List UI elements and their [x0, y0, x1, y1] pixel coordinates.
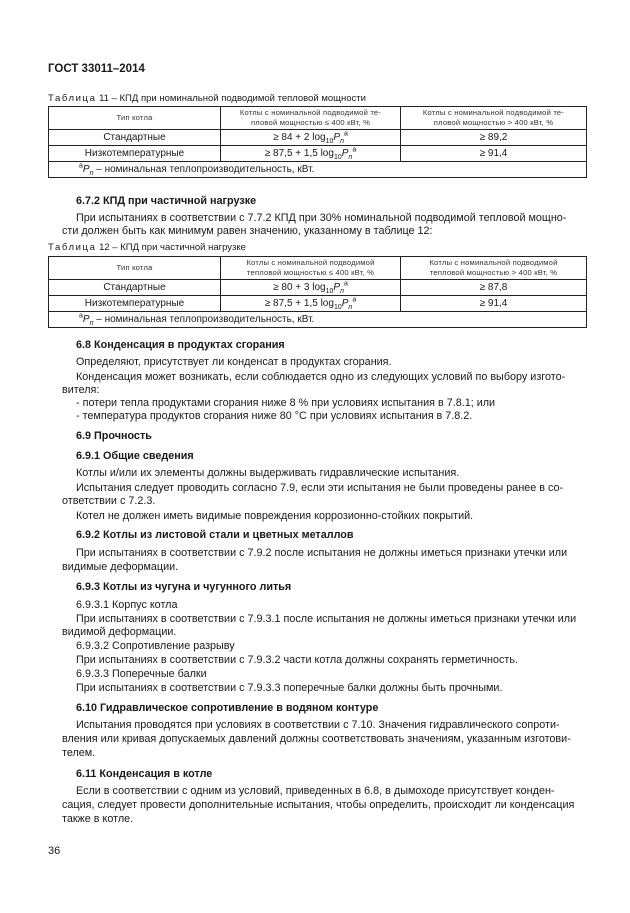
- paragraph-line: сти должен быть как минимум равен значению, указанному в таблице 12:: [62, 225, 433, 237]
- list-item: - температура продуктов сгорания ниже 80 °С при условиях испытания в 7.8.2.: [76, 410, 473, 422]
- table-row: [49, 146, 587, 162]
- table-12-col-gt400: [401, 257, 587, 280]
- formula-symbol: P: [82, 314, 90, 325]
- section-6-9-title: 6.9 Прочность: [76, 430, 152, 442]
- list-item: - потери тепла продуктами сгорания ниже 8 % при условиях испытания в 7.8.1; или: [76, 397, 496, 409]
- table-11-col-gt400: [401, 107, 587, 130]
- paragraph-line: ответствии с 7.2.3.: [62, 495, 156, 507]
- footnote-text: – номинальная теплопроизводительность, кВт.: [93, 314, 315, 325]
- section-6-9-3-title: 6.9.3 Котлы из чугуна и чугунного литья: [76, 581, 292, 593]
- paragraph-line: Если в соответствии с одним из условий, приведенных в 6.8, в дымоходе присутствует конден-: [76, 785, 555, 797]
- table-12-col-le400-line2: тепловой мощностью ≤ 400 кВт, %: [246, 268, 375, 277]
- footnote-marker: а: [343, 280, 348, 288]
- formula-text: ≥ 87,5 + 1,5 log: [264, 148, 334, 159]
- table-12-caption: [48, 242, 246, 253]
- table-cell-formula: [221, 130, 401, 146]
- footnote-marker: а: [352, 146, 357, 154]
- subsection-label: 6.9.3.2 Сопротивление разрыву: [76, 640, 235, 652]
- table-12-col-type: Тип котла: [49, 257, 221, 280]
- table-11-col-gt400-line1: Котлы с номинальной подводимой те-: [422, 108, 565, 117]
- section-6-8-title: 6.8 Конденсация в продуктах сгорания: [76, 339, 285, 351]
- paragraph-line: При испытаниях в соответствии с 7.9.3.1 после испытания не должны иметься признаки утечки или: [76, 613, 577, 625]
- paragraph-line: При испытаниях в соответствии с 7.9.2 после испытания не должны иметься признаки утечки или: [76, 547, 568, 559]
- section-6-9-1-title: 6.9.1 Общие сведения: [76, 450, 194, 462]
- section-6-11-title: 6.11 Конденсация в котле: [76, 768, 213, 780]
- table-11-caption-text: 11 – КПД при номинальной подводимой тепловой мощности: [99, 93, 366, 104]
- formula-subscript: n: [348, 304, 353, 311]
- paragraph-line: телем.: [62, 747, 96, 759]
- table-11-header-row: [49, 107, 587, 130]
- table-11-col-le400-line2: пловой мощностью ≤ 400 кВт, %: [250, 118, 371, 127]
- formula-text: ≥ 84 + 2 log: [273, 132, 326, 143]
- table-cell-formula: [221, 296, 401, 312]
- paragraph-line: Испытания проводятся при условиях в соответствии с 7.10. Значения гидравлического сопроти-: [76, 719, 560, 731]
- formula-symbol: P: [341, 298, 349, 309]
- table-12-footnote: [49, 312, 587, 328]
- table-12-col-le400: [221, 257, 401, 280]
- table-cell-value: ≥ 87,8: [401, 280, 587, 296]
- formula-subscript: n: [89, 170, 94, 177]
- table-cell-value: ≥ 89,2: [401, 130, 587, 146]
- paragraph-line: Котел не должен иметь видимые повреждения коррозионно-стойких покрытий.: [76, 510, 474, 522]
- table-cell-type: Стандартные: [49, 130, 221, 146]
- table-footnote-row: [49, 162, 587, 178]
- table-footnote-row: [49, 312, 587, 328]
- table-cell-formula: [221, 146, 401, 162]
- subsection-label: 6.9.3.3 Поперечные балки: [76, 668, 207, 680]
- paragraph-line: Конденсация может возникать, если соблюдается одно из следующих условий по выбору изгото-: [76, 371, 566, 383]
- paragraph-line: Котлы и/или их элементы должны выдерживать гидравлические испытания.: [76, 467, 460, 479]
- paragraph-line: вителя:: [62, 384, 100, 396]
- formula-symbol: P: [341, 148, 349, 159]
- paragraph-line: вления или кривая допускаемых давлений должны соответствовать значениям, указанным изготови-: [62, 733, 571, 745]
- paragraph-line: сация, следует провести дополнительные испытания, чтобы определить, происходит ли конденсация: [62, 799, 575, 811]
- table-11-col-type: Тип котла: [49, 107, 221, 130]
- table-11-caption: [48, 93, 366, 104]
- table-12-col-gt400-line2: тепловой мощностью > 400 кВт, %: [429, 268, 558, 277]
- section-6-7-2-title: 6.7.2 КПД при частичной нагрузке: [76, 195, 257, 207]
- formula-subscript: n: [340, 288, 344, 295]
- formula-symbol: P: [333, 132, 341, 143]
- formula-symbol: P: [82, 164, 90, 175]
- footnote-marker: а: [79, 312, 83, 320]
- table-cell-type: Стандартные: [49, 280, 221, 296]
- formula-subscript: n: [89, 320, 94, 327]
- formula-text: ≥ 80 + 3 log: [273, 282, 326, 293]
- formula-subscript: 10: [333, 154, 342, 161]
- paragraph-line: Испытания следует проводить согласно 7.9, если эти испытания не были проведены ранее в со-: [76, 482, 564, 494]
- table-12-header-row: [49, 257, 587, 280]
- paragraph-line: При испытаниях в соответствии с 7.7.2 КПД при 30% номинальной подводимой тепловой мощно-: [76, 212, 567, 224]
- footnote-text: – номинальная теплопроизводительность, кВт.: [93, 164, 315, 175]
- paragraph-line: видимой деформации.: [62, 626, 177, 638]
- section-6-10-title: 6.10 Гидравлическое сопротивление в водяном контуре: [76, 702, 379, 714]
- table-11: [48, 106, 587, 178]
- table-cell-value: ≥ 91,4: [401, 146, 587, 162]
- table-cell-type: Низкотемпературные: [49, 296, 221, 312]
- paragraph-line: При испытаниях в соответствии с 7.9.3.3 поперечные балки должны быть прочными.: [76, 682, 503, 694]
- formula-subscript: 10: [325, 288, 334, 295]
- table-cell-type: Низкотемпературные: [49, 146, 221, 162]
- document-code: ГОСТ 33011–2014: [48, 63, 145, 75]
- table-row: [49, 296, 587, 312]
- table-cell-formula: [221, 280, 401, 296]
- formula-subscript: n: [340, 138, 344, 145]
- table-12-col-le400-line1: Котлы с номинальной подводимой: [246, 258, 375, 267]
- table-11-col-le400-line1: Котлы с номинальной подводимой те-: [239, 108, 382, 117]
- table-row: [49, 130, 587, 146]
- table-12-caption-text: 12 – КПД при частичной нагрузке: [99, 242, 246, 253]
- paragraph-line: Определяют, присутствует ли конденсат в продуктах сгорания.: [76, 356, 392, 368]
- footnote-marker: а: [352, 296, 357, 304]
- table-11-caption-prefix: Таблица: [48, 93, 97, 104]
- table-11-col-gt400-line2: пловой мощностью > 400 кВт, %: [433, 118, 554, 127]
- subsection-label: 6.9.3.1 Корпус котла: [76, 599, 178, 611]
- table-11-col-le400: [221, 107, 401, 130]
- paragraph-line: видимые деформации.: [62, 561, 179, 573]
- paragraph-line: При испытаниях в соответствии с 7.9.3.2 части котла должны сохранять герметичность.: [76, 654, 518, 666]
- formula-subscript: n: [348, 154, 353, 161]
- section-6-9-2-title: 6.9.2 Котлы из листовой стали и цветных металлов: [76, 529, 354, 541]
- table-12: [48, 256, 587, 328]
- table-cell-value: ≥ 91,4: [401, 296, 587, 312]
- formula-text: ≥ 87,5 + 1,5 log: [264, 298, 334, 309]
- table-12-caption-prefix: Таблица: [48, 242, 97, 253]
- formula-subscript: 10: [333, 304, 342, 311]
- table-12-col-gt400-line1: Котлы с номинальной подводимой: [429, 258, 558, 267]
- page-number: 36: [48, 845, 61, 857]
- formula-symbol: P: [333, 282, 341, 293]
- table-row: [49, 280, 587, 296]
- footnote-marker: а: [79, 162, 83, 170]
- table-11-footnote: [49, 162, 587, 178]
- footnote-marker: а: [343, 130, 348, 138]
- paragraph-line: также в котле.: [62, 813, 134, 825]
- formula-subscript: 10: [325, 138, 334, 145]
